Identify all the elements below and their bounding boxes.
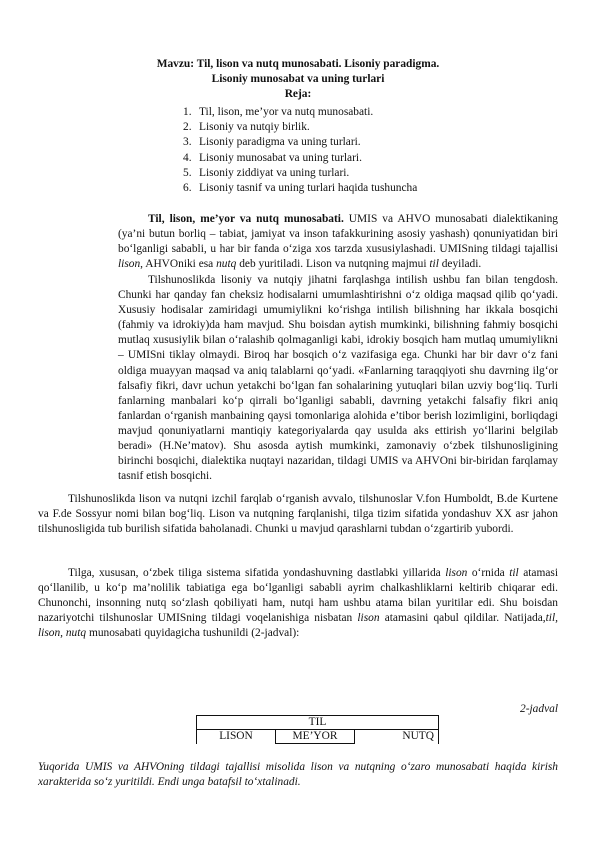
paragraph-1: Til, lison, me’yor va nutq munosabati. UMIS va AHVO munosabati dialektikaning (ya’ni butun borliq – tabiat, jamiyat va inson tafakkurining asosiy yashash) qonuniyatidan biri bo‘lganligi sababli, u har bir fanda o‘ziga xos tarzda xususiylashadi. UMISning tildagi tajallisi lison, AHVOniki esa nutq deb yuritiladi. Lison va nutqning majmui til deyiladi.: [118, 213, 558, 271]
table-cell: ME’YOR: [276, 730, 355, 744]
plan-item: 6. Lisoniy tasnif va uning turlari haqida tushuncha: [183, 181, 418, 194]
plan-item: 5. Lisoniy ziddiyat va uning turlari.: [183, 166, 350, 179]
plan-heading: Reja:: [284, 88, 312, 100]
plan-item: 2. Lisoniy va nutqiy birlik.: [183, 121, 310, 134]
plan-item: 1. Til, lison, me’yor va nutq munosabati.: [183, 106, 374, 118]
closing-paragraph: Yuqorida UMIS va AHVOning tildagi tajallisi misolida lison va nutqning o‘zaro munosabati haqida kirish xarakterida so‘z yuritildi. Endi unga batafsil to‘xtalinadi.: [38, 761, 558, 789]
table-caption: 2-jadval: [520, 703, 558, 715]
plan-item: 4. Lisoniy munosabat va uning turlari.: [183, 151, 362, 164]
paragraph-2: Tilshunoslikda lisoniy va nutqiy jihatni farqlashga intilish ushbu fan bilan tengdosh. Chunki har qanday fan cheksiz hodisalarni umumlashtirishni o‘z oldiga maqsad qilib qo‘yadi. Xususiy hodisalar zamiridagi umumiylikni ko‘rishga intilish bilishning har ikkala bosqichi (fahmiy va idrokiy)da ham mavjud. Shu boisdan aytish mumkinki, bilishning fahmiy bosqichi mutlaq xususiylik bilan o‘ralashib qolmaganligi kabi, idrokiy bosqich ham mutlaq umumiylikni – UMISni tiklay olmaydi. Biroq har bosqich o‘z vazifasiga ega. Chunki har bir davr o‘z fani oldiga muayyan maqsad va aniq talablarni qo‘yadi. «Fanlarning taraqqiyoti shu davrning ilg‘or falsafiy fikri, davr uchun yetakchi bo‘lgan fan sohalarining yutuqlari bilan uzviy bog‘liq. Turli fanlarning manbalari ko‘p qirrali bo‘lganligi sababli, davrning yetakchi falsafiy fikri aniq fanlardan o‘rganish manbaining qaysi tomonlariga alohida e’tibor berish lozimligini, borliqdagi mavjud qonuniyatlarni mantiqiy kategoriyalarda qay usulda aks ettirish yo‘llarini belgilab beradi» (H.Ne’matov). Shu asosda aytish mumkinki, zamonaviy o‘zbek tilshunosligining birinchi bosqichi, dialektika nuqtayi nazaridan, tildagi UMIS va AHVOni bir-biridan farqlamay tasnif etish bosqichi.: [118, 274, 558, 483]
table-cell: LISON: [197, 730, 276, 744]
topic-subtitle: Lisoniy munosabat va uning turlari: [211, 73, 385, 85]
til-table: [196, 715, 439, 744]
topic-title: Mavzu: Til, lison va nutq munosabati. Lisoniy paradigma.: [156, 58, 440, 70]
paragraph-4: Tilga, xususan, o‘zbek tiliga sistema sifatida yondashuvning dastlabki yillarida lison o‘rnida til atamasi qo‘llanilib, u ko‘p ma’nolilik tabiatiga ega bo‘lganligi sababli ayrim chalkashliklarni keltirib chiqarar edi. Chunonchi, insonning nutq so‘zlash qobiliyati ham, nutqi ham ushbu atama bilan yuritilar edi. Shu boisdan nazariyotchi tilshunoslar UMISning tildagi voqelanishiga nisbatan lison atamasini qabul qildilar. Natijada,til, lison, nutq munosabati quyidagicha tushunildi (2-jadval):: [38, 567, 558, 640]
plan-list: [183, 105, 417, 196]
table-header-cell: TIL: [197, 716, 439, 730]
paragraph-3: Tilshunoslikda lison va nutqni izchil farqlab o‘rganish avvalo, tilshunoslar V.fon Humboldt, B.de Kurtene va F.de Sossyur nomi bilan bog‘liq. Lison va nutqning farqlanishi, tilga tizim sifatida yondashuv XX asr jahon tilshunosligida tub burilish sifatida baholanadi. Chunki u mavjud qarashlarni tubdan o‘zgartirib yubordi.: [38, 493, 558, 536]
plan-item: 3. Lisoniy paradigma va uning turlari.: [183, 136, 361, 149]
table-cell: NUTQ: [355, 730, 439, 744]
